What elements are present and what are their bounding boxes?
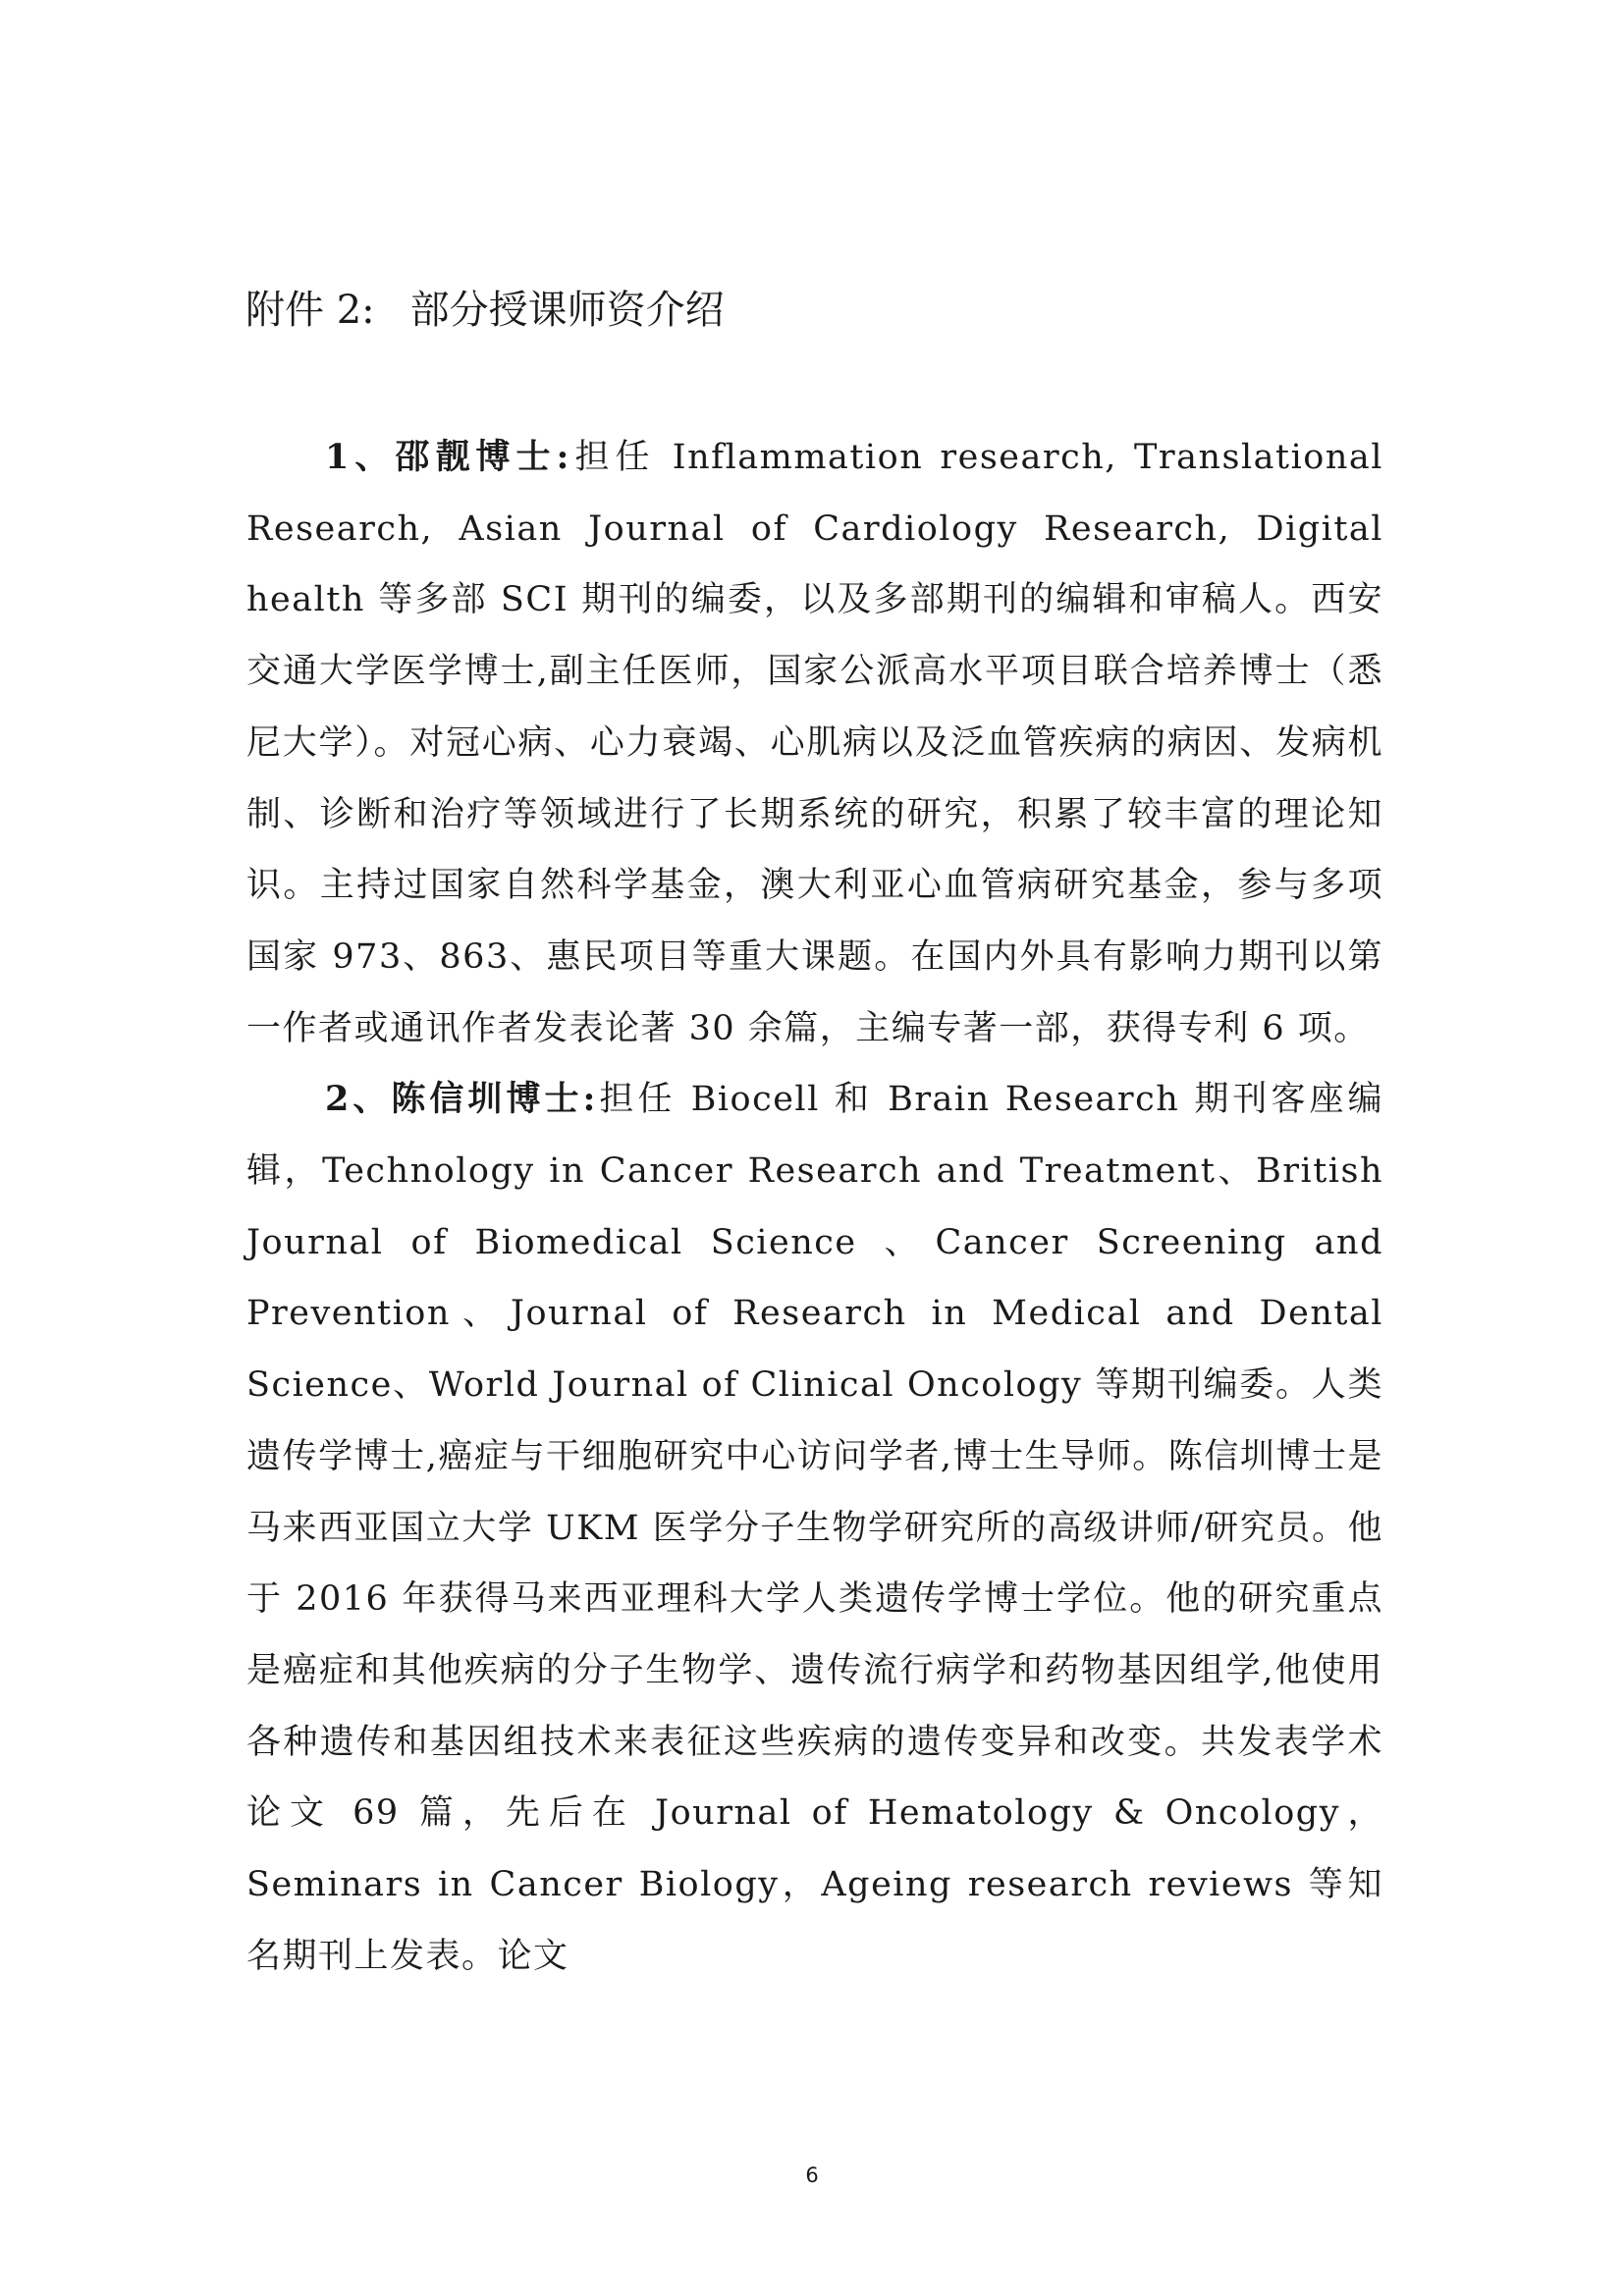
body-text xyxy=(246,422,1383,1992)
attachment-label: 附件 2: xyxy=(245,288,375,333)
instructor-bio: 担任 Biocell 和 Brain Research 期刊客座编辑，Technology in Cancer Research and Treatment、British Journal of Biomedical Science 、Cancer Screening and Prevention、Journal of Research in Medical and Dental Science、World Journal of Clinical Oncology 等期刊编委。人类遗传学博士,癌症与干细胞研究中心访问学者,博士生导师。陈信圳博士是马来西亚国立大学 UKM 医学分子生物学研究所的高级讲师/研究员。他于 2016 年获得马来西亚理科大学人类遗传学博士学位。他的研究重点是癌症和其他疾病的分子生物学、遗传流行病学和药物基因组学,他使用各种遗传和基因组技术来表征这些疾病的遗传变异和改变。共发表学术论文 69 篇，先后在 Journal of Hematology & Oncology， Seminars in Cancer Biology，Ageing research reviews 等知名期刊上发表。论文 xyxy=(246,1080,1383,1976)
section-heading xyxy=(245,283,1384,338)
instructor-name: 2、陈信圳博士: xyxy=(325,1079,597,1120)
page-number: 6 xyxy=(805,2163,819,2187)
paragraph-instructor-2 xyxy=(246,1064,1383,1992)
paragraph-instructor-1 xyxy=(246,422,1383,1064)
heading-title: 部分授课师资介绍 xyxy=(409,288,725,333)
instructor-name: 1、邵靓博士: xyxy=(325,437,570,477)
instructor-bio: 担任 Inflammation research, Translational Research, Asian Journal of Cardiology Research, Digital health 等多部 SCI 期刊的编委，以及多部期刊的编辑和审稿人。西安交通大学医学博士,副主任医师，国家公派高水平项目联合培养博士（悉尼大学）。对冠心病、心力衰竭、心肌病以及泛血管疾病的病因、发病机制、诊断和治疗等领域进行了长期系统的研究，积累了较丰富的理论知识。主持过国家自然科学基金，澳大利亚心血管病研究基金，参与多项国家 973、863、惠民项目等重大课题。在国内外具有影响力期刊以第一作者或通讯作者发表论著 30 余篇，主编专著一部，获得专利 6 项。 xyxy=(246,438,1383,1048)
